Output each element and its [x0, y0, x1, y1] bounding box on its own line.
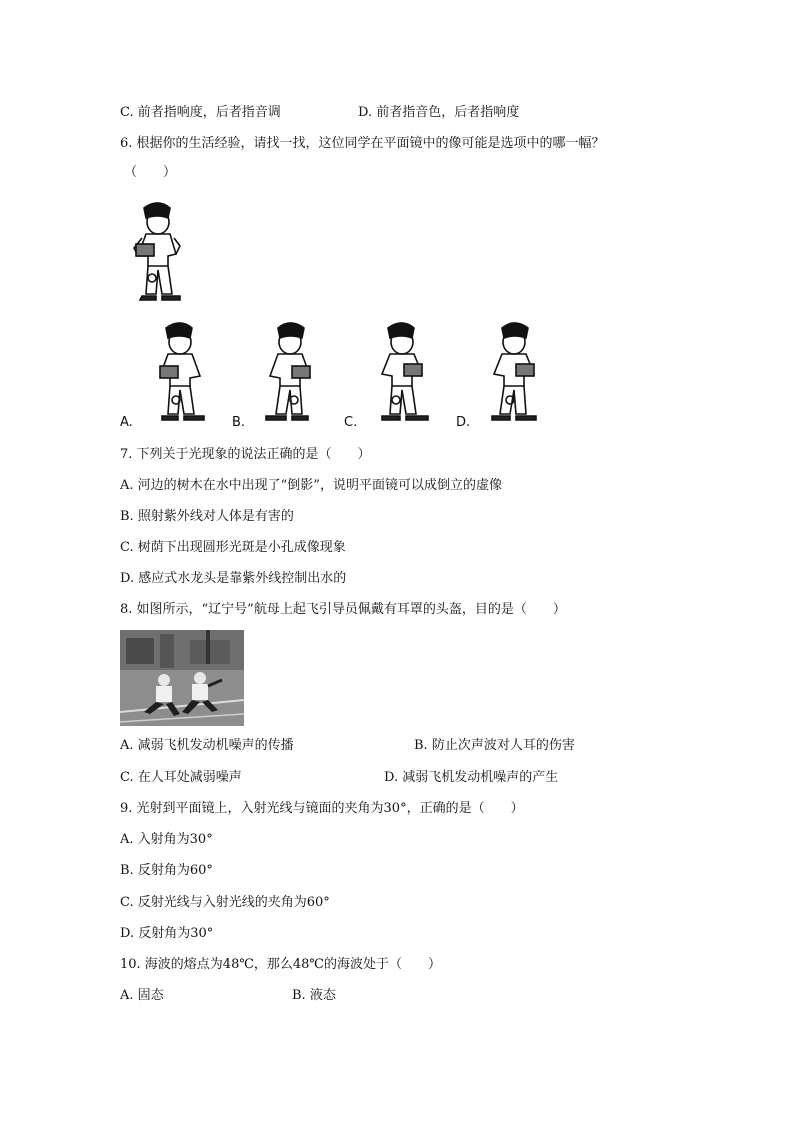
q9-option-c: C. 反射光线与入射光线的夹角为60°: [120, 895, 330, 910]
q9-option-a: A. 入射角为30°: [120, 832, 213, 847]
q8-option-b: B. 防止次声波对人耳的伤害: [414, 738, 575, 753]
q6-label-b: B.: [232, 415, 246, 430]
q10-option-a: A. 固态: [120, 988, 164, 1003]
q6-label-a: A.: [120, 415, 133, 430]
q9-stem: 9. 光射到平面镜上，入射光线与镜面的夹角为30°，正确的是（ ）: [120, 801, 524, 816]
boy-option-d-figure: [478, 320, 550, 424]
q7-option-b: B. 照射紫外线对人体是有害的: [120, 509, 294, 524]
q7-stem: 7. 下列关于光现象的说法正确的是（ ）: [120, 447, 371, 462]
q8-option-d: D. 减弱飞机发动机噪声的产生: [384, 770, 559, 785]
q9-option-d: D. 反射角为30°: [120, 926, 214, 941]
q6-paren: （ ）: [124, 165, 177, 180]
q5-option-d: D. 前者指音色，后者指响度: [358, 105, 520, 120]
q5-option-c: C. 前者指响度，后者指音调: [120, 105, 281, 120]
q6-stem: 6. 根据你的生活经验，请找一找，这位同学在平面镜中的像可能是选项中的哪一幅？: [120, 136, 605, 151]
q10-option-b: B. 液态: [292, 988, 336, 1003]
q8-option-c: C. 在人耳处减弱噪声: [120, 770, 242, 785]
q8-option-a: A. 减弱飞机发动机噪声的传播: [120, 738, 294, 753]
q9-option-b: B. 反射角为60°: [120, 863, 213, 878]
boy-original-figure: [122, 200, 194, 304]
boy-option-a-figure: [144, 320, 216, 424]
boy-option-b-figure: [254, 320, 326, 424]
q10-stem: 10. 海波的熔点为48℃，那么48℃的海波处于（ ）: [120, 957, 441, 972]
q7-option-a: A. 河边的树木在水中出现了“倒影”，说明平面镜可以成倒立的虚像: [120, 478, 502, 493]
q8-stem: 8. 如图所示，“辽宁号”航母上起飞引导员佩戴有耳罩的头盔，目的是（ ）: [120, 602, 566, 617]
q6-label-d: D.: [456, 415, 471, 430]
aircraft-carrier-photo: [120, 630, 244, 726]
q7-option-c: C. 树荫下出现圆形光斑是小孔成像现象: [120, 540, 346, 555]
q7-option-d: D. 感应式水龙头是靠紫外线控制出水的: [120, 571, 347, 586]
boy-option-c-figure: [366, 320, 438, 424]
q6-label-c: C.: [344, 415, 358, 430]
